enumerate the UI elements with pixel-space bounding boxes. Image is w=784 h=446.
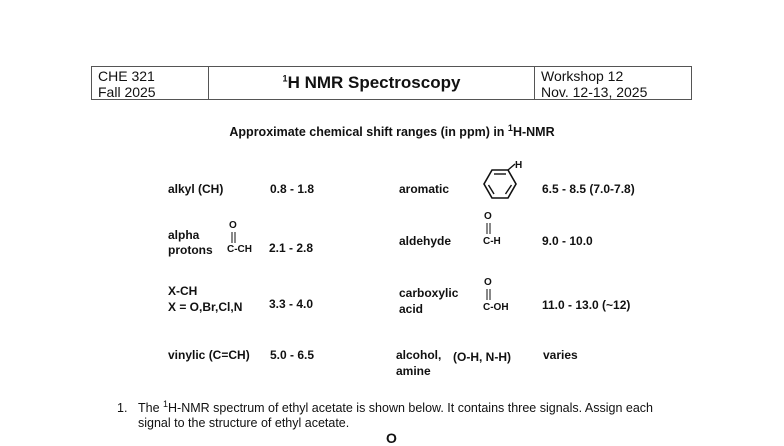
shift-value-carboxylic: 11.0 - 13.0 (~12) bbox=[542, 298, 631, 312]
page-title bbox=[209, 73, 534, 93]
question-number: 1. bbox=[117, 401, 128, 415]
header-table bbox=[91, 66, 692, 100]
question-text-1: H-NMR spectrum of ethyl acetate is shown below. It contains three signals. Assign each bbox=[168, 401, 653, 415]
shift-value-alpha: 2.1 - 2.8 bbox=[269, 241, 314, 255]
shift-value-aromatic: 6.5 - 8.5 (7.0-7.8) bbox=[542, 182, 635, 196]
shift-label-carboxylic-line2: acid bbox=[399, 302, 424, 316]
shift-value-alkyl: 0.8 - 1.8 bbox=[270, 182, 315, 196]
carbonyl-oxygen: O bbox=[229, 220, 237, 231]
shift-value-xch: 3.3 - 4.0 bbox=[269, 297, 314, 311]
aromatic-hydrogen: H bbox=[515, 160, 523, 171]
course-term: Fall 2025 bbox=[98, 84, 156, 100]
shift-label-xch-line1: X-CH bbox=[168, 284, 198, 298]
course-cell bbox=[92, 67, 209, 99]
carboxyl-oxygen: O bbox=[484, 277, 492, 288]
alpha-fragment: C-CH bbox=[227, 244, 252, 255]
title-text: H NMR Spectroscopy bbox=[287, 73, 461, 92]
carboxyl-double-bond-icon bbox=[485, 289, 493, 301]
partial-structure-oxygen: O bbox=[386, 430, 397, 446]
table-subtitle bbox=[0, 122, 784, 139]
shift-value-vinylic: 5.0 - 6.5 bbox=[270, 348, 315, 362]
title-superscript: 1 bbox=[282, 73, 288, 84]
shift-label-xch-line2: X = O,Br,Cl,N bbox=[168, 300, 243, 314]
shift-label-alpha-line2: protons bbox=[168, 243, 213, 257]
subtitle-suffix: H-NMR bbox=[512, 125, 555, 139]
workshop-number: Workshop 12 bbox=[541, 68, 624, 84]
carboxyl-fragment: C-OH bbox=[483, 302, 509, 313]
aldehyde-double-bond-icon bbox=[485, 223, 493, 235]
course-code: CHE 321 bbox=[98, 68, 155, 84]
carbonyl-double-bond-icon bbox=[230, 232, 238, 244]
workshop-cell bbox=[534, 67, 693, 99]
shift-label-alcohol-line2: amine bbox=[396, 364, 431, 378]
shift-label-alkyl: alkyl (CH) bbox=[168, 182, 224, 196]
subtitle-text: Approximate chemical shift ranges (in ppm) in bbox=[229, 125, 508, 139]
shift-label-alpha-line1: alpha bbox=[168, 228, 200, 242]
shift-value-aldehyde: 9.0 - 10.0 bbox=[542, 234, 593, 248]
aldehyde-oxygen: O bbox=[484, 211, 492, 222]
workshop-dates: Nov. 12-13, 2025 bbox=[541, 84, 648, 100]
question-line1 bbox=[138, 400, 653, 416]
shift-label-alcohol-line1: alcohol, bbox=[396, 348, 442, 362]
shift-label-vinylic: vinylic (C=CH) bbox=[168, 348, 250, 362]
subtitle-superscript: 1 bbox=[507, 122, 513, 133]
question-line2: signal to the structure of ethyl acetate. bbox=[138, 416, 350, 430]
shift-label-aromatic: aromatic bbox=[399, 182, 450, 196]
shift-label-carboxylic-line1: carboxylic bbox=[399, 286, 459, 300]
shift-label-aldehyde: aldehyde bbox=[399, 234, 452, 248]
aldehyde-fragment: C-H bbox=[483, 236, 501, 247]
shift-label-alcohol-extra: (O-H, N-H) bbox=[453, 350, 511, 364]
question-superscript: 1 bbox=[163, 398, 169, 409]
shift-value-alcohol: varies bbox=[543, 348, 578, 362]
question-pre: The bbox=[138, 401, 164, 415]
